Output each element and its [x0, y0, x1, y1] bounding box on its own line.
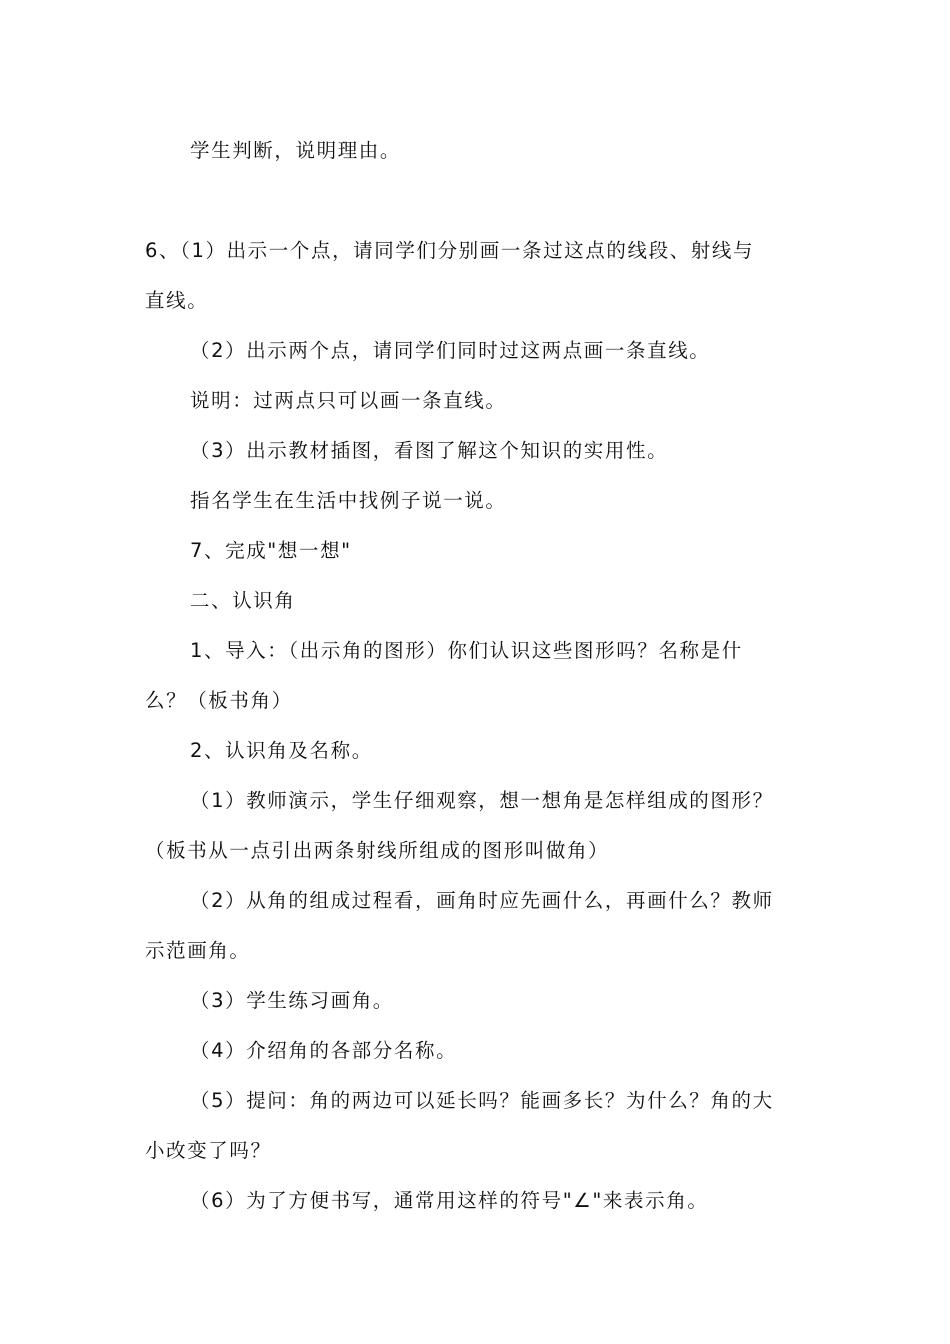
- paragraph-line: 1、导入：（出示角的图形）你们认识这些图形吗？名称是什: [190, 639, 743, 662]
- paragraph-line: （4）介绍角的各部分名称。: [190, 1039, 458, 1062]
- paragraph-line: （3）学生练习画角。: [190, 989, 394, 1012]
- paragraph-line: （2）出示两个点，请同学们同时过这两点画一条直线。: [190, 339, 711, 362]
- paragraph-line: 说明：过两点只可以画一条直线。: [190, 389, 507, 412]
- paragraph-line: （5）提问：角的两边可以延长吗？能画多长？为什么？角的大: [190, 1089, 774, 1112]
- paragraph-line: 示范画角。: [145, 939, 251, 962]
- paragraph-line: 2、认识角及名称。: [190, 739, 373, 762]
- paragraph-line: 6、（1）出示一个点，请同学们分别画一条过这点的线段、射线与: [145, 239, 755, 262]
- paragraph-line: 小改变了吗？: [145, 1139, 272, 1162]
- paragraph-line: （板书从一点引出两条射线所组成的图形叫做角）: [145, 839, 610, 862]
- paragraph-line: 么？（板书角）: [145, 689, 293, 712]
- paragraph-line: 7、完成"想一想": [190, 539, 352, 562]
- paragraph-line: （6）为了方便书写，通常用这样的符号"∠"来表示角。: [190, 1189, 709, 1212]
- paragraph-line: （2）从角的组成过程看，画角时应先画什么，再画什么？教师: [190, 889, 774, 912]
- paragraph-line: （1）教师演示，学生仔细观察，想一想角是怎样组成的图形？: [190, 789, 774, 812]
- paragraph-line: 直线。: [145, 289, 209, 312]
- paragraph-line: 学生判断，说明理由。: [190, 139, 402, 162]
- paragraph-line: 指名学生在生活中找例子说一说。: [190, 489, 507, 512]
- section-heading: 二、认识角: [190, 589, 296, 612]
- paragraph-line: （3）出示教材插图，看图了解这个知识的实用性。: [190, 439, 669, 462]
